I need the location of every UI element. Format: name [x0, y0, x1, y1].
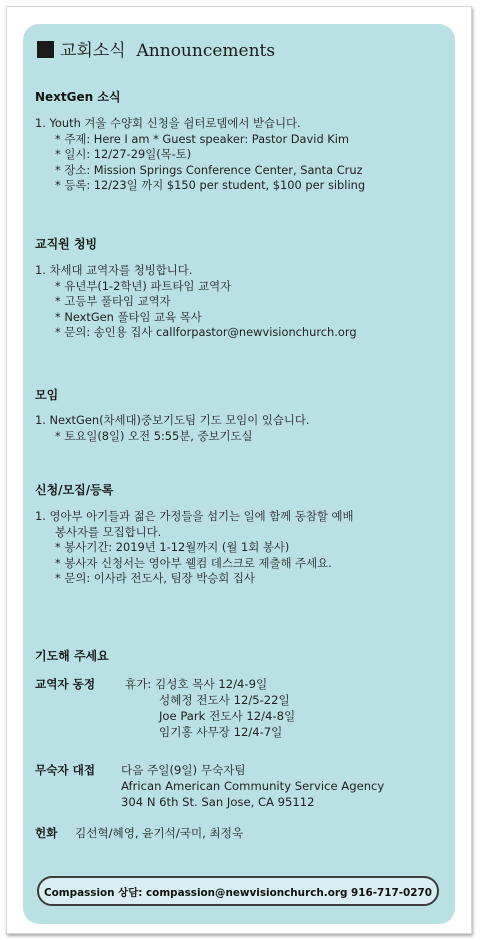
pastors-news-line: 성혜정 전도사 12/5-22일 [159, 693, 290, 707]
section-heading-meeting: 모임 [35, 388, 59, 402]
pastors-news [35, 676, 295, 740]
title-korean: 교회소식 [60, 41, 126, 61]
nextgen-line: * 일시: 12/27-29일(목-토) [55, 147, 192, 161]
register-line: * 봉사기간: 2019년 1-12월까지 (월 1회 봉사) [55, 540, 290, 554]
pastors-news-line: Joe Park 전도사 12/4-8일 [159, 709, 296, 723]
homeless-service-label: 무숙자 대접 [35, 763, 96, 777]
staff-line: * 문의: 송인용 집사 callforpastor@newvisionchurch.org [55, 325, 357, 339]
title-english: Announcements [136, 41, 276, 61]
register-line: * 문의: 이사라 전도사, 팀장 박승희 집사 [55, 571, 255, 585]
staff-line: 1. 차세대 교역자를 청빙합니다. [35, 263, 193, 277]
nextgen-line: 1. Youth 겨울 수양회 신청을 쉼터로뎀에서 받습니다. [35, 116, 301, 130]
announcements-title [37, 36, 275, 61]
homeless-service-line: 304 N 6th St. San Jose, CA 95112 [121, 795, 315, 809]
bulletin-page [6, 6, 472, 934]
staff-line: * NextGen 풀타임 교육 목사 [55, 309, 202, 324]
staff-line: * 고등부 풀타임 교역자 [55, 294, 171, 308]
section-heading-nextgen: NextGen 소식 [35, 90, 121, 104]
pastors-news-line: 임기홍 사무장 12/4-7일 [159, 725, 283, 739]
meeting-line: * 토요일(8일) 오전 5:55분, 중보기도실 [55, 428, 253, 443]
register-body [35, 509, 354, 587]
flowers-text: 김선혁/혜영, 윤기석/국미, 최정욱 [75, 826, 244, 840]
nextgen-body [35, 116, 365, 194]
pastors-news-line: 휴가: 김성호 목사 12/4-9일 [125, 677, 268, 691]
register-line: 봉사자를 모집합니다. [55, 524, 162, 539]
homeless-service-line: 다음 주일(9일) 무숙자팀 [121, 763, 246, 777]
nextgen-line: * 장소: Mission Springs Conference Center, Santa Cruz [55, 162, 363, 177]
compassion-contact-banner: Compassion 상담: compassion@newvisionchurch.org 916-717-0270 [37, 876, 439, 906]
register-line: 1. 영아부 아기들과 젊은 가정들을 섬기는 일에 함께 동참할 예배 [35, 509, 354, 523]
pastors-news-label: 교역자 동정 [35, 677, 96, 691]
flowers [35, 825, 243, 841]
homeless-service [35, 762, 384, 810]
register-line: * 봉사자 신청서는 영아부 웰컴 데스크로 제출해 주세요. [55, 555, 332, 570]
staff-line: * 유년부(1-2학년) 파트타임 교역자 [55, 278, 232, 293]
homeless-service-line: African American Community Service Agency [121, 779, 385, 793]
staff-body [35, 263, 357, 341]
meeting-body [35, 413, 310, 444]
nextgen-line: * 등록: 12/23일 까지 $150 per student, $100 per sibling [55, 178, 366, 192]
nextgen-line: * 주제: Here I am * Guest speaker: Pastor David Kim [55, 131, 350, 146]
meeting-line: 1. NextGen(차세대)중보기도팀 기도 모임이 있습니다. [35, 413, 310, 427]
section-heading-prayer: 기도해 주세요 [35, 649, 109, 663]
flowers-label: 헌화 [35, 826, 58, 840]
black-square-icon [37, 41, 54, 58]
section-heading-register: 신청/모집/등록 [35, 483, 114, 497]
announcements-panel [23, 24, 455, 924]
section-heading-staff: 교직원 청빙 [35, 237, 98, 251]
